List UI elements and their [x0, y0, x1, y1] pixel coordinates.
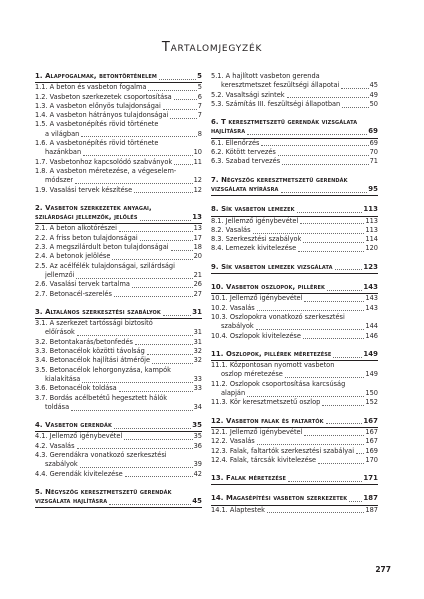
- toc-entry-title: 5. Négyszög keresztmetszetű gerendák: [35, 487, 172, 496]
- toc-entry-title: 4.3. Gerendákra vonatkozó szerkesztési: [35, 450, 167, 459]
- toc-entry-page: 167: [363, 416, 378, 425]
- toc-entry-page: 10: [193, 148, 202, 157]
- dot-leader: [112, 259, 192, 260]
- toc-entry-title: 3.2. Betontakarás/betonfedés: [35, 337, 133, 346]
- toc-entry-title: keresztmetszet feszültségi állapotai: [221, 81, 340, 90]
- dot-leader: [174, 99, 197, 100]
- toc-section-entry[interactable]: [35, 186, 202, 195]
- toc-section-entry[interactable]: [211, 437, 378, 446]
- toc-entry-title: 14.1. Alaptestek: [211, 505, 265, 514]
- toc-right-column: [211, 72, 378, 515]
- toc-entry-title: 6.2. Kötött tervezés: [211, 148, 276, 157]
- toc-entry-page: 6: [197, 92, 202, 101]
- toc-entry-page: 12: [193, 176, 202, 185]
- toc-entry-page: 35: [193, 432, 202, 441]
- dot-leader: [304, 435, 364, 436]
- toc-section-entry[interactable]: [35, 93, 202, 102]
- toc-entry-title: 11.1. Központosan nyomott vasbeton: [211, 361, 335, 370]
- toc-entry-title: 2.7. Betonacél-szerelés: [35, 289, 112, 298]
- toc-entry-title: 4.1. Jellemző igénybevétel: [35, 432, 123, 441]
- toc-section-entry[interactable]: [211, 235, 378, 244]
- dot-leader: [349, 501, 362, 502]
- toc-section-entry[interactable]: [211, 313, 378, 332]
- dot-leader: [140, 240, 193, 241]
- toc-section-entry[interactable]: [35, 384, 202, 393]
- toc-section-entry[interactable]: [211, 506, 378, 515]
- dot-leader: [148, 90, 196, 91]
- toc-entry-page: 33: [193, 384, 202, 393]
- toc-entry-title: 2.6. Vasalási tervek tartalma: [35, 280, 130, 289]
- toc-section-entry[interactable]: [211, 217, 378, 226]
- toc-entry-page: 69: [369, 138, 378, 147]
- toc-section-entry[interactable]: [211, 456, 378, 465]
- toc-entry-page: 49: [369, 90, 378, 99]
- dot-leader: [82, 382, 192, 383]
- toc-entry-title: 10.1. Jellemző igénybevétel: [211, 294, 303, 303]
- toc-section-entry[interactable]: [35, 347, 202, 356]
- dot-leader: [342, 107, 368, 108]
- toc-section-entry[interactable]: [35, 167, 202, 186]
- toc-entry-page: 31: [193, 337, 202, 346]
- toc-entry-page: 36: [193, 441, 202, 450]
- toc-entry-page: 42: [193, 469, 202, 478]
- dot-leader: [81, 136, 196, 137]
- toc-entry-page: 11: [193, 157, 202, 166]
- toc-entry-page: 95: [368, 184, 378, 193]
- toc-entry-title: 7. Négyszög keresztmetszetű gerendák: [211, 175, 348, 184]
- toc-entry-title: 14. Magasépítési vasbeton szerkezetek: [211, 494, 348, 503]
- dot-leader: [257, 444, 365, 445]
- toc-section-entry[interactable]: [35, 111, 202, 120]
- toc-entry-page: 7: [197, 111, 202, 120]
- toc-section-entry[interactable]: [35, 432, 202, 441]
- toc-entry-title: 12. Vasbeton falak és faltartók: [211, 416, 324, 425]
- toc-entry-page: 32: [193, 347, 202, 356]
- chapter-underline: [211, 484, 378, 485]
- toc-entry-page: 146: [365, 331, 378, 340]
- toc-chapter-entry[interactable]: [35, 421, 202, 432]
- toc-entry-page: 50: [369, 99, 378, 108]
- toc-entry-title: 10.3. Oszlopokra vonatkozó szerkesztési: [211, 312, 345, 321]
- toc-entry-page: 5: [197, 72, 202, 80]
- toc-section-entry[interactable]: [35, 262, 202, 281]
- dot-leader: [71, 410, 192, 411]
- dot-leader: [174, 164, 192, 165]
- toc-entry-title: 2.5. Az acélfélék tulajdonságai, szilárdsági: [35, 261, 175, 270]
- toc-section-entry[interactable]: [211, 304, 378, 313]
- dot-leader: [114, 428, 191, 429]
- toc-entry-page: 114: [365, 235, 378, 244]
- toc-entry-title: 3.3. Betonacélok közötti távolság: [35, 347, 145, 356]
- toc-section-entry[interactable]: [35, 252, 202, 261]
- chapter-underline: [211, 273, 378, 274]
- dot-leader: [134, 192, 192, 193]
- dot-leader: [300, 223, 364, 224]
- toc-entry-page: 123: [363, 262, 378, 271]
- toc-chapter-entry[interactable]: [211, 176, 378, 197]
- dot-leader: [257, 310, 365, 311]
- toc-entry-page: 21: [193, 270, 202, 279]
- chapter-underline: [211, 195, 378, 196]
- toc-entry-title: 6.1. Ellenőrzés: [211, 138, 260, 147]
- toc-entry-page: 26: [193, 280, 202, 289]
- toc-entry-page: 171: [363, 474, 378, 483]
- toc-entry-title: 6.3. Szabad tervezés: [211, 157, 281, 166]
- toc-entry-page: 113: [365, 216, 378, 225]
- toc-entry-page: 31: [192, 307, 202, 316]
- toc-entry-page: 20: [193, 252, 202, 261]
- toc-entry-page: 27: [193, 289, 202, 298]
- dot-leader: [83, 155, 192, 156]
- toc-entry-title: 6. T keresztmetszetű gerendák vizsgálata: [211, 118, 358, 127]
- toc-entry-title: 1. Alapfogalmak, betontörténelem: [35, 72, 157, 80]
- dot-leader: [247, 396, 364, 397]
- toc-entry-title: előírások: [45, 328, 75, 337]
- dot-leader: [77, 335, 193, 336]
- dot-leader: [163, 109, 197, 110]
- toc-entry-title: 2.2. A friss beton tulajdonságai: [35, 233, 138, 242]
- toc-entry-title: 1.1. A beton és vasbeton fogalma: [35, 83, 147, 92]
- toc-entry-page: 113: [365, 225, 378, 234]
- toc-entry-title: 1.4. A vasbeton hátrányos tulajdonságai: [35, 111, 169, 120]
- dot-leader: [333, 357, 362, 358]
- toc-section-entry[interactable]: [211, 398, 378, 407]
- dot-leader: [298, 251, 364, 252]
- dot-leader: [335, 269, 363, 270]
- toc-chapter-entry[interactable]: [211, 263, 378, 274]
- dot-leader: [341, 88, 368, 89]
- dot-leader: [109, 504, 191, 505]
- toc-entry-title: hajlításra: [211, 127, 246, 136]
- toc-entry-page: 149: [363, 349, 378, 358]
- dot-leader: [76, 278, 192, 279]
- toc-section-entry[interactable]: [35, 338, 202, 347]
- toc-section-entry[interactable]: [35, 120, 202, 139]
- toc-entry-page: 13: [193, 224, 202, 233]
- dot-leader: [152, 363, 193, 364]
- dot-leader: [253, 233, 365, 234]
- toc-section-entry[interactable]: [211, 244, 378, 253]
- toc-entry-title: 10.2. Vasalás: [211, 303, 255, 312]
- toc-entry-page: 32: [193, 356, 202, 365]
- toc-section-entry[interactable]: [35, 319, 202, 338]
- toc-entry-page: 152: [365, 398, 378, 407]
- toc-section-entry[interactable]: [35, 243, 202, 252]
- toc-entry-title: 3.4. Betonacélok hajlítási átmérője: [35, 356, 151, 365]
- toc-entry-title: 4.4. Gerendák kivitelezése: [35, 469, 123, 478]
- toc-entry-page: 187: [363, 494, 378, 503]
- toc-section-entry[interactable]: [35, 451, 202, 470]
- dot-leader: [125, 476, 193, 477]
- toc-section-entry[interactable]: [35, 234, 202, 243]
- toc-entry-title: 3.5. Betonacélok lehorgonyzása, kampók: [35, 365, 171, 374]
- toc-entry-title: 8. Sík vasbeton lemezek: [211, 205, 295, 214]
- toc-section-entry[interactable]: [211, 157, 378, 166]
- toc-chapter-entry[interactable]: [35, 204, 202, 225]
- toc-left-column: [35, 72, 202, 508]
- toc-chapter-entry[interactable]: [211, 494, 378, 505]
- toc-entry-page: 69: [368, 127, 378, 136]
- toc-entry-title: 2.3. A megszilárdult beton tulajdonságai: [35, 243, 169, 252]
- dot-leader: [297, 212, 363, 213]
- toc-entry-page: 170: [365, 455, 378, 464]
- toc-section-entry[interactable]: [211, 447, 378, 456]
- toc-entry-title: 5.3. Számítás III. feszültségi állapotban: [211, 99, 341, 108]
- dot-leader: [163, 315, 191, 316]
- toc-entry-title: 2. Vasbeton szerkezetek anyagai,: [35, 203, 152, 212]
- toc-entry-page: 12: [193, 185, 202, 194]
- dot-leader: [326, 423, 363, 424]
- dot-leader: [247, 134, 367, 135]
- toc-entry-page: 35: [192, 421, 202, 430]
- toc-entry-page: 120: [365, 244, 378, 253]
- toc-entry-page: 143: [363, 283, 378, 292]
- toc-entry-page: 18: [193, 243, 202, 252]
- toc-entry-title: 1.9. Vasalási tervek készítése: [35, 185, 133, 194]
- toc-entry-title: 1.6. A vasbetonépítés rövid története: [35, 139, 159, 148]
- toc-section-entry[interactable]: [35, 102, 202, 111]
- page-number: 277: [375, 565, 391, 574]
- toc-entry-title: 1.3. A vasbeton előnyös tulajdonságai: [35, 101, 161, 110]
- toc-entry-title: 8.2. Vasalás: [211, 225, 251, 234]
- toc-entry-title: alapján: [221, 389, 246, 398]
- toc-entry-title: 1.2. Vasbeton szerkezetek csoportosítása: [35, 92, 172, 101]
- toc-chapter-entry[interactable]: [211, 350, 378, 361]
- toc-section-entry[interactable]: [35, 442, 202, 451]
- toc-entry-title: vizsgálata nyírásra: [211, 184, 279, 193]
- toc-entry-title: toldása: [45, 402, 70, 411]
- chapter-underline: [35, 507, 202, 508]
- toc-entry-title: 13. Falak méretezése: [211, 474, 287, 483]
- toc-entry-page: 143: [365, 294, 378, 303]
- toc-entry-page: 34: [193, 402, 202, 411]
- toc-entry-page: 33: [193, 374, 202, 383]
- toc-entry-title: szilárdsági jellemzők, jelölés: [35, 213, 138, 222]
- toc-entry-title: 12.3. Falak, faltartók szerkesztési szabályai: [211, 446, 355, 455]
- dot-leader: [170, 118, 196, 119]
- toc-section-entry[interactable]: [35, 83, 202, 92]
- dot-leader: [303, 242, 364, 243]
- toc-entry-title: 1.5. A vasbetonépítés rövid története: [35, 120, 159, 129]
- toc-entry-title: 12.1. Jellemző igénybevétel: [211, 427, 303, 436]
- dot-leader: [119, 231, 193, 232]
- toc-chapter-entry[interactable]: [35, 72, 202, 83]
- toc-entry-title: 2.1. A beton alkotórészei: [35, 224, 117, 233]
- toc-entry-page: 31: [193, 328, 202, 337]
- toc-entry-page: 70: [369, 148, 378, 157]
- toc-chapter-entry[interactable]: [35, 488, 202, 509]
- toc-entry-page: 143: [365, 303, 378, 312]
- toc-entry-title: a világban: [45, 129, 80, 138]
- toc-entry-title: 4.2. Vasalás: [35, 441, 75, 450]
- dot-leader: [77, 448, 193, 449]
- toc-entry-page: 113: [363, 205, 378, 214]
- toc-chapter-entry[interactable]: [211, 118, 378, 139]
- dot-leader: [124, 439, 192, 440]
- toc-entry-page: 5: [197, 83, 202, 92]
- toc-section-entry[interactable]: [211, 148, 378, 157]
- toc-entry-title: 8.1. Jellemző igénybevétel: [211, 216, 299, 225]
- dot-leader: [261, 145, 368, 146]
- dot-leader: [147, 354, 193, 355]
- dot-leader: [159, 79, 196, 80]
- toc-section-entry[interactable]: [35, 470, 202, 479]
- dot-leader: [287, 97, 369, 98]
- dot-leader: [171, 250, 193, 251]
- toc-entry-page: 13: [192, 213, 202, 222]
- dot-leader: [356, 453, 364, 454]
- toc-entry-title: szabályok: [45, 460, 78, 469]
- toc-entry-page: 7: [197, 101, 202, 110]
- toc-entry-title: 3. Általános szerkesztési szabályok: [35, 307, 161, 316]
- toc-entry-title: 2.4. A betonok jelölése: [35, 252, 111, 261]
- toc-section-entry[interactable]: [35, 280, 202, 289]
- toc-entry-title: 5.1. A hajlított vasbeton gerenda: [211, 72, 320, 80]
- toc-section-entry[interactable]: [211, 139, 378, 148]
- toc-section-entry[interactable]: [35, 394, 202, 413]
- dot-leader: [282, 164, 368, 165]
- toc-entry-title: oszlop méretezése: [221, 370, 283, 379]
- toc-section-entry[interactable]: [35, 366, 202, 385]
- toc-entry-title: 8.4. Lemezek kivitelezése: [211, 244, 297, 253]
- toc-entry-page: 39: [193, 460, 202, 469]
- toc-entry-page: 45: [369, 81, 378, 90]
- toc-section-entry[interactable]: [211, 226, 378, 235]
- dot-leader: [75, 183, 192, 184]
- toc-entry-title: 3.6. Betonacélok toldása: [35, 384, 117, 393]
- toc-entry-title: hazánkban: [45, 148, 82, 157]
- toc-entry-title: 11.2. Oszlopok csoportosítása karcsúság: [211, 379, 346, 388]
- toc-section-entry[interactable]: [211, 361, 378, 380]
- dot-leader: [267, 512, 364, 513]
- toc-entry-title: módszer: [45, 176, 74, 185]
- toc-entry-title: 4. Vasbeton gerendák: [35, 421, 112, 430]
- toc-entry-title: 8.3. Szerkesztési szabályok: [211, 235, 302, 244]
- toc-entry-page: 144: [365, 322, 378, 331]
- dot-leader: [119, 391, 193, 392]
- toc-entry-page: 169: [365, 446, 378, 455]
- toc-entry-title: 10. Vasbeton oszlopok, pillérek: [211, 283, 325, 292]
- toc-entry-title: 10.4. Oszlopok kivitelezése: [211, 331, 301, 340]
- toc-entry-title: 12.4. Falak, tárcsák kivitelezése: [211, 455, 317, 464]
- toc-section-entry[interactable]: [35, 158, 202, 167]
- dot-leader: [278, 155, 369, 156]
- toc-entry-title: 5.2. Vasaltsági szintek: [211, 90, 285, 99]
- toc-chapter-entry[interactable]: [211, 474, 378, 485]
- dot-leader: [318, 463, 364, 464]
- toc-entry-page: 167: [365, 427, 378, 436]
- toc-entry-title: 1.7. Vasbetonhoz kapcsolódó szabványok: [35, 157, 173, 166]
- toc-entry-title: 11.3. Kör keresztmetszetű oszlop: [211, 398, 321, 407]
- dot-leader: [288, 481, 362, 482]
- page-title: Tartalomjegyzék: [161, 40, 263, 55]
- dot-leader: [80, 467, 193, 468]
- toc-section-entry[interactable]: [35, 139, 202, 158]
- dot-leader: [303, 338, 365, 339]
- dot-leader: [256, 329, 365, 330]
- toc-chapter-entry[interactable]: [211, 417, 378, 428]
- toc-entry-page: 71: [369, 157, 378, 166]
- toc-entry-page: 150: [365, 389, 378, 398]
- toc-section-entry[interactable]: [211, 380, 378, 399]
- toc-section-entry[interactable]: [211, 91, 378, 100]
- dot-leader: [304, 301, 364, 302]
- toc-section-entry[interactable]: [35, 290, 202, 299]
- toc-entry-title: 1.8. A vasbeton méretezése, a végeselem-: [35, 166, 177, 175]
- toc-entry-page: 45: [192, 497, 202, 506]
- dot-leader: [114, 296, 193, 297]
- toc-section-entry[interactable]: [211, 332, 378, 341]
- toc-entry-title: kialakítása: [45, 374, 81, 383]
- toc-section-entry[interactable]: [211, 100, 378, 109]
- toc-section-entry[interactable]: [211, 294, 378, 303]
- toc-entry-title: 9. Sík vasbeton lemezek vizsgálata: [211, 262, 333, 271]
- dot-leader: [132, 287, 193, 288]
- dot-leader: [281, 192, 368, 193]
- toc-entry-title: 3.1. A szerkezet tartóssági biztosító: [35, 319, 153, 328]
- dot-leader: [322, 405, 364, 406]
- dot-leader: [135, 344, 193, 345]
- toc-section-entry[interactable]: [211, 428, 378, 437]
- toc-entry-page: 167: [365, 437, 378, 446]
- toc-chapter-entry[interactable]: [35, 308, 202, 319]
- toc-chapter-entry[interactable]: [211, 283, 378, 294]
- toc-entry-title: 12.2. Vasalás: [211, 437, 255, 446]
- toc-entry-title: vizsgálata hajlításra: [35, 497, 108, 506]
- toc-section-entry[interactable]: [35, 224, 202, 233]
- dot-leader: [285, 377, 365, 378]
- toc-entry-page: 187: [365, 505, 378, 514]
- dot-leader: [140, 220, 192, 221]
- toc-section-entry[interactable]: [211, 72, 378, 91]
- toc-entry-page: 8: [197, 129, 202, 138]
- toc-section-entry[interactable]: [35, 356, 202, 365]
- toc-entry-title: 11. Oszlopok, pillérek méretezése: [211, 349, 332, 358]
- toc-entry-title: szabályok: [221, 322, 254, 331]
- toc-chapter-entry[interactable]: [211, 205, 378, 216]
- toc-entry-page: 17: [193, 233, 202, 242]
- toc-entry-title: jellemzői: [45, 270, 75, 279]
- toc-entry-page: 149: [365, 370, 378, 379]
- toc-entry-title: 3.7. Bordás acélbetétű hegesztett hálók: [35, 393, 168, 402]
- dot-leader: [327, 290, 362, 291]
